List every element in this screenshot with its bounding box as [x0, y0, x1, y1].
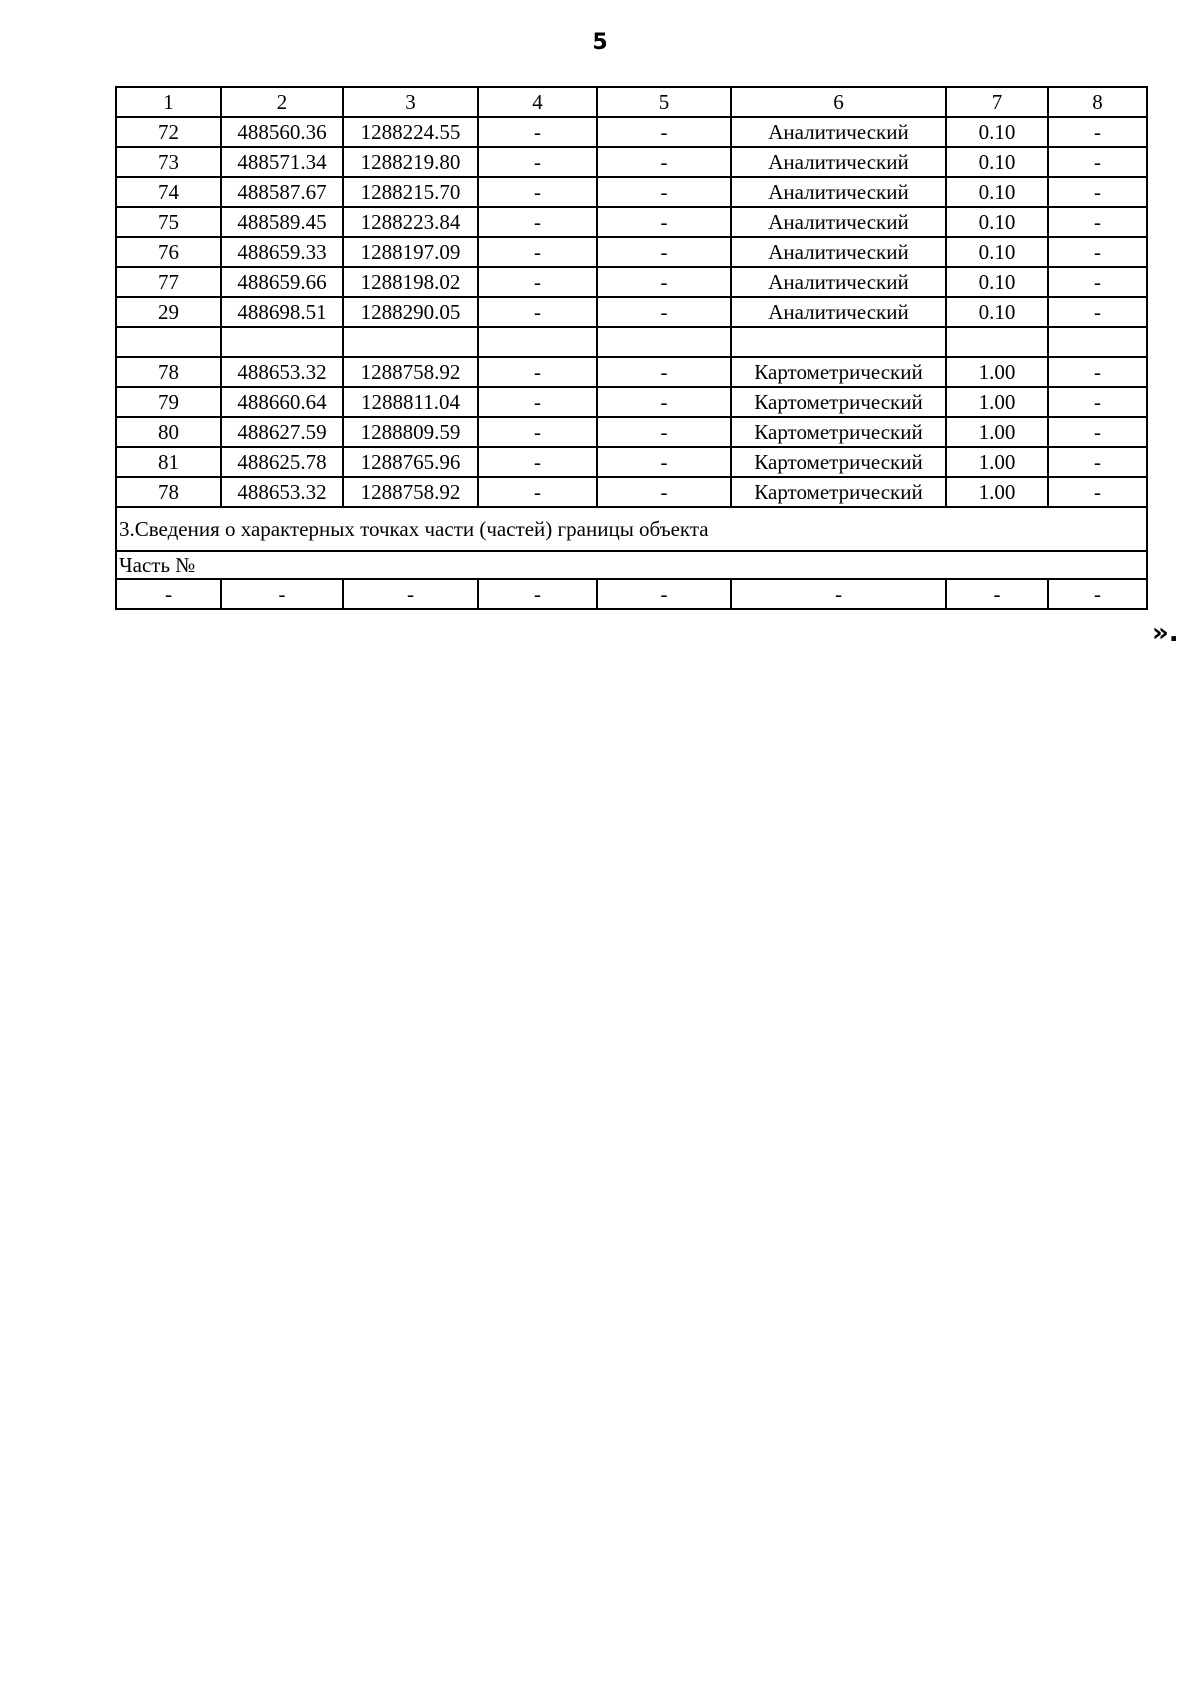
table-cell: - [1048, 207, 1147, 237]
table-cell: 1.00 [946, 447, 1048, 477]
table-cell [478, 327, 597, 357]
header-cell: 8 [1048, 87, 1147, 117]
table-cell: 488659.33 [221, 237, 343, 267]
table-cell: 72 [116, 117, 221, 147]
table-cell: 1.00 [946, 357, 1048, 387]
table-row [116, 447, 1147, 477]
table-cell [731, 327, 946, 357]
table-cell: Аналитический [731, 147, 946, 177]
table-cell [597, 327, 731, 357]
table-cell: 74 [116, 177, 221, 207]
table-row [116, 177, 1147, 207]
table-cell [343, 327, 478, 357]
table-cell: 488589.45 [221, 207, 343, 237]
table-cell: 488653.32 [221, 477, 343, 507]
table-cell: 1288215.70 [343, 177, 478, 207]
table-cell: 1.00 [946, 417, 1048, 447]
table-cell: 1288197.09 [343, 237, 478, 267]
header-cell: 7 [946, 87, 1048, 117]
table-cell: 488660.64 [221, 387, 343, 417]
part-data-row [116, 579, 1147, 609]
table-row [116, 297, 1147, 327]
table-cell: 488627.59 [221, 417, 343, 447]
table-cell: - [478, 357, 597, 387]
section-title-row [116, 507, 1147, 551]
section-title: 3.Сведения о характерных точках части (частей) границы объекта [116, 507, 1147, 551]
coordinates-table [115, 86, 1148, 610]
table-cell: 0.10 [946, 297, 1048, 327]
table-cell: - [597, 177, 731, 207]
table-cell: Картометрический [731, 387, 946, 417]
table-cell: 0.10 [946, 177, 1048, 207]
table-cell: - [597, 267, 731, 297]
table-cell: Аналитический [731, 177, 946, 207]
table-cell: 1288809.59 [343, 417, 478, 447]
table-cell: 0.10 [946, 267, 1048, 297]
table-cell: 1288219.80 [343, 147, 478, 177]
table-cell: Картометрический [731, 357, 946, 387]
table-row [116, 417, 1147, 447]
part-label: Часть № [116, 551, 1147, 579]
table-row [116, 327, 1147, 357]
table-cell [221, 327, 343, 357]
table-cell: - [597, 387, 731, 417]
table-cell: - [478, 447, 597, 477]
table-cell: - [478, 579, 597, 609]
table-cell: - [1048, 237, 1147, 267]
table-cell: Картометрический [731, 477, 946, 507]
table-cell: - [1048, 477, 1147, 507]
table-cell: Аналитический [731, 207, 946, 237]
table-cell: 77 [116, 267, 221, 297]
table-cell: - [597, 297, 731, 327]
table-cell: 75 [116, 207, 221, 237]
table-cell: - [1048, 579, 1147, 609]
table-cell: 0.10 [946, 207, 1048, 237]
table-cell: - [221, 579, 343, 609]
header-cell: 3 [343, 87, 478, 117]
table-row [116, 147, 1147, 177]
table-row [116, 267, 1147, 297]
table-row [116, 207, 1147, 237]
header-cell: 1 [116, 87, 221, 117]
table-cell: 488571.34 [221, 147, 343, 177]
table-cell: Аналитический [731, 237, 946, 267]
table-cell: - [478, 387, 597, 417]
table-cell: - [343, 579, 478, 609]
table-cell: - [597, 147, 731, 177]
table-cell: 1.00 [946, 387, 1048, 417]
table-cell: 1288290.05 [343, 297, 478, 327]
table-cell: - [946, 579, 1048, 609]
table-cell: - [597, 357, 731, 387]
table-cell: 1288198.02 [343, 267, 478, 297]
table-cell: - [597, 417, 731, 447]
table-cell: 78 [116, 357, 221, 387]
table-cell: 1288758.92 [343, 477, 478, 507]
table-cell: - [478, 147, 597, 177]
table-row [116, 357, 1147, 387]
table-cell: - [597, 579, 731, 609]
table-cell: - [478, 477, 597, 507]
table-row [116, 117, 1147, 147]
header-cell: 2 [221, 87, 343, 117]
table-cell: - [1048, 177, 1147, 207]
table-cell: - [116, 579, 221, 609]
table-cell: - [1048, 417, 1147, 447]
table-cell: - [1048, 297, 1147, 327]
table-cell: - [597, 207, 731, 237]
table-cell: 80 [116, 417, 221, 447]
table-body [116, 87, 1147, 609]
closing-quote-mark: ». [1152, 618, 1179, 648]
table-cell: Картометрический [731, 417, 946, 447]
table-row [116, 387, 1147, 417]
page-number: 5 [592, 30, 608, 55]
table-cell: 488587.67 [221, 177, 343, 207]
header-cell: 4 [478, 87, 597, 117]
table-cell: - [597, 237, 731, 267]
table-cell: Аналитический [731, 117, 946, 147]
header-cell: 6 [731, 87, 946, 117]
table-cell: 78 [116, 477, 221, 507]
table-cell: 76 [116, 237, 221, 267]
table-cell: - [1048, 357, 1147, 387]
table-cell [116, 327, 221, 357]
table-cell: 0.10 [946, 117, 1048, 147]
table-cell: 1288811.04 [343, 387, 478, 417]
table-cell: 29 [116, 297, 221, 327]
table-cell: - [478, 267, 597, 297]
table-cell: Аналитический [731, 297, 946, 327]
table-cell: - [478, 237, 597, 267]
table-cell: 73 [116, 147, 221, 177]
table-cell: 488653.32 [221, 357, 343, 387]
header-row [116, 87, 1147, 117]
part-label-row [116, 551, 1147, 579]
table-cell: - [597, 477, 731, 507]
table-cell: - [478, 297, 597, 327]
header-cell: 5 [597, 87, 731, 117]
coordinates-table-wrapper [115, 86, 1148, 610]
table-cell: 1288223.84 [343, 207, 478, 237]
table-cell: - [1048, 147, 1147, 177]
table-cell: 488560.36 [221, 117, 343, 147]
table-cell: - [478, 177, 597, 207]
table-cell: 1.00 [946, 477, 1048, 507]
table-cell: Картометрический [731, 447, 946, 477]
table-cell [946, 327, 1048, 357]
table-cell: 1288758.92 [343, 357, 478, 387]
table-cell: 1288765.96 [343, 447, 478, 477]
table-cell: - [478, 117, 597, 147]
table-cell: - [597, 117, 731, 147]
table-cell: - [478, 207, 597, 237]
table-cell: 488625.78 [221, 447, 343, 477]
table-cell [1048, 327, 1147, 357]
table-cell: 488698.51 [221, 297, 343, 327]
table-cell: 0.10 [946, 237, 1048, 267]
table-cell: 0.10 [946, 147, 1048, 177]
table-row [116, 237, 1147, 267]
table-cell: - [731, 579, 946, 609]
table-cell: 81 [116, 447, 221, 477]
table-cell: - [1048, 387, 1147, 417]
table-cell: - [597, 447, 731, 477]
table-row [116, 477, 1147, 507]
table-cell: Аналитический [731, 267, 946, 297]
table-cell: - [478, 417, 597, 447]
table-cell: - [1048, 447, 1147, 477]
table-cell: 1288224.55 [343, 117, 478, 147]
table-cell: - [1048, 117, 1147, 147]
table-cell: - [1048, 267, 1147, 297]
table-cell: 488659.66 [221, 267, 343, 297]
table-cell: 79 [116, 387, 221, 417]
